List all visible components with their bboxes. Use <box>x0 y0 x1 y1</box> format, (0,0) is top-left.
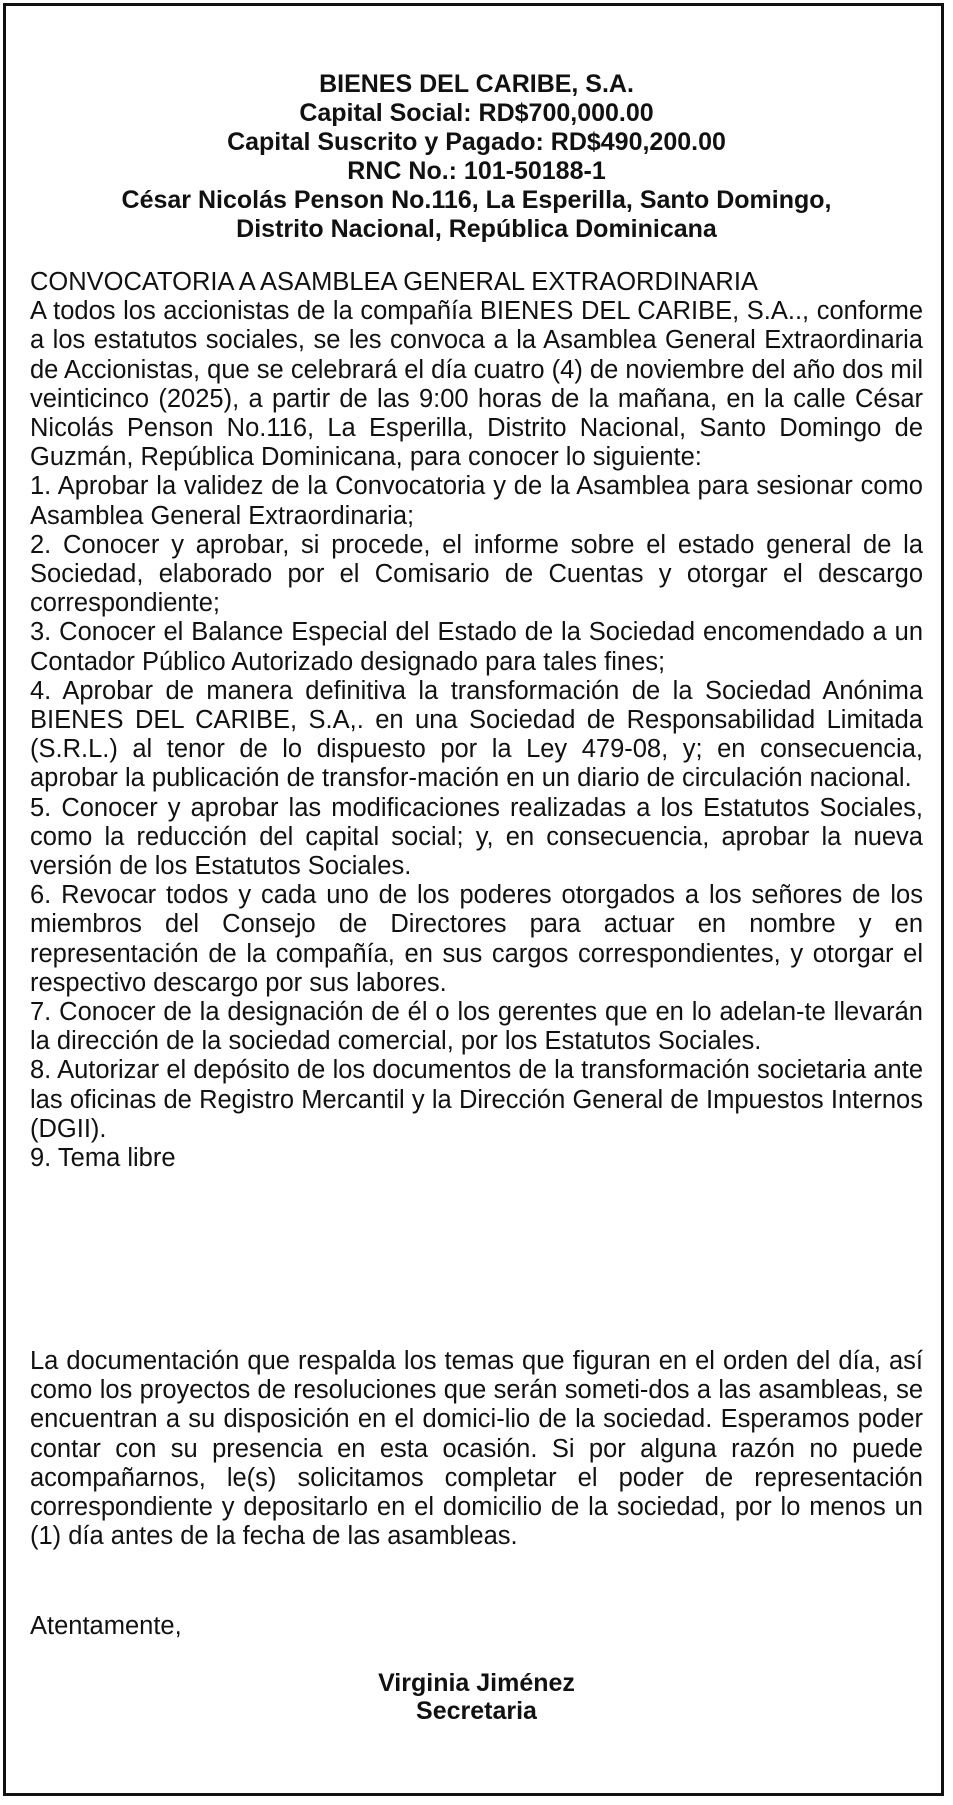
notice-title: CONVOCATORIA A ASAMBLEA GENERAL EXTRAORDINARIA <box>30 268 758 296</box>
agenda-item: 9. Tema libre <box>30 1144 176 1173</box>
notice-intro: A todos los accionistas de la compañía BIENES DEL CARIBE, S.A.., conforme a los estatutos sociales, se les convoca a la Asamblea General Extraordinaria de Accionistas, que se celebrará el día cuatro (4) de noviembre del año dos mil veinticinco (2025), a partir de las 9:00 horas de la mañana, en la calle César Nicolás Penson No.116, La Esperilla, Distrito Nacional, Santo Domingo de Guzmán, República Dominicana, para conocer lo siguiente: <box>30 297 923 472</box>
signature-block <box>0 1669 953 1725</box>
salutation: Atentamente, <box>30 1612 182 1640</box>
closing-paragraph-block <box>30 1347 923 1551</box>
agenda-item: 7. Conocer de la designación de él o los gerentes que en lo adelan-te llevarán la dirección de la sociedad comercial, por los Estatutos Sociales. <box>30 998 923 1056</box>
agenda-item: 2. Conocer y aprobar, si procede, el informe sobre el estado general de la Sociedad, elaborado por el Comisario de Cuentas y otorgar el descargo correspondiente; <box>30 530 923 618</box>
address-line-2: Distrito Nacional, República Dominicana <box>236 215 717 243</box>
notice-body <box>30 268 923 1173</box>
signatory-role: Secretaria <box>416 1697 537 1725</box>
agenda-item: 3. Conocer el Balance Especial del Estado de la Sociedad encomendado a un Contador Público Autorizado designado para tales fines; <box>30 618 923 676</box>
address-line-1: César Nicolás Penson No.116, La Esperilla, Santo Domingo, <box>121 186 832 214</box>
capital-suscrito: Capital Suscrito y Pagado: RD$490,200.00 <box>227 128 726 156</box>
company-name: BIENES DEL CARIBE, S.A. <box>319 70 634 98</box>
closing-paragraph: La documentación que respalda los temas que figuran en el orden del día, así como los proyectos de resoluciones que serán someti-dos a las asambleas, se encuentran a su disposición en el domici-lio de la sociedad. Esperamos poder contar con su presencia en esta ocasión. Si por alguna razón no puede acompañarnos, le(s) solicitamos completar el poder de representación correspondiente y depositarlo en el domicilio de la sociedad, por lo menos un (1) día antes de la fecha de las asambleas. <box>30 1347 923 1551</box>
agenda-item: 4. Aprobar de manera definitiva la transformación de la Sociedad Anónima BIENES DEL CARIBE, S.A,. en una Sociedad de Responsabilidad Limitada (S.R.L.) al tenor de lo dispuesto por la Ley 479-08, y; en consecuencia, aprobar la publicación de transfor-mación en un diario de circulación nacional. <box>30 676 923 793</box>
agenda-list <box>30 472 923 1173</box>
agenda-item: 6. Revocar todos y cada uno de los poderes otorgados a los señores de los miembros del Consejo de Directores para actuar en nombre y en representación de la compañía, en sus cargos correspondientes, y otorgar el respectivo descargo por sus labores. <box>30 881 923 997</box>
capital-social: Capital Social: RD$700,000.00 <box>299 99 654 127</box>
rnc-number: RNC No.: 101-50188-1 <box>347 157 606 185</box>
agenda-item: 8. Autorizar el depósito de los documentos de la transformación societaria ante las oficinas de Registro Mercantil y la Dirección General de Impuestos Internos (DGII). <box>30 1056 923 1143</box>
agenda-item: 1. Aprobar la validez de la Convocatoria y de la Asamblea para sesionar como Asamblea General Extraordinaria; <box>30 472 923 530</box>
agenda-item: 5. Conocer y aprobar las modificaciones realizadas a los Estatutos Sociales, como la reducción del capital social; y, en consecuencia, aprobar la nueva versión de los Estatutos Sociales. <box>30 793 923 881</box>
signatory-name: Virginia Jiménez <box>378 1669 575 1697</box>
company-header <box>0 70 953 244</box>
